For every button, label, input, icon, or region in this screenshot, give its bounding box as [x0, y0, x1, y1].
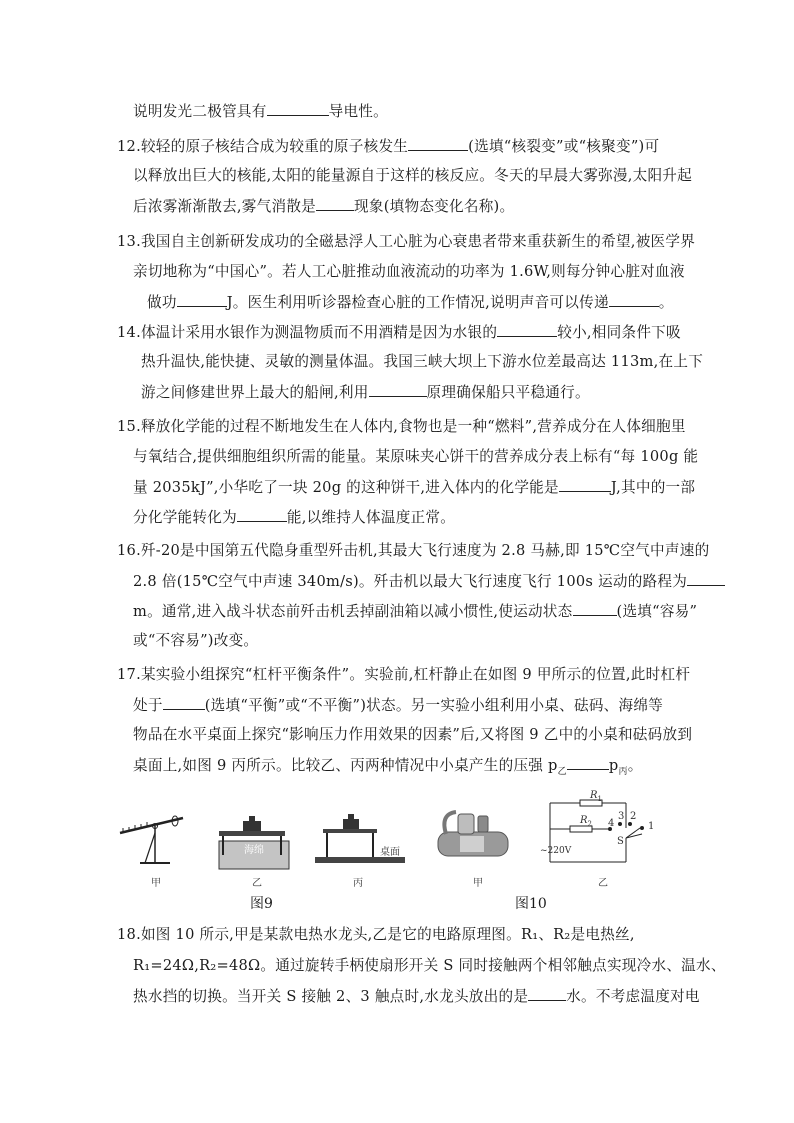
- contact-2-label: 2: [630, 811, 637, 822]
- q15-text: 能,以维持人体温度正常。: [286, 509, 456, 526]
- q13-text: 做功: [147, 294, 177, 311]
- switch-label: S: [617, 836, 624, 847]
- q14-text: 原理确保船只平稳通行。: [426, 384, 590, 401]
- q15-text: 量 2035kJ”,小华吃了一块 20g 的这种饼干,进入体内的化学能是: [133, 479, 559, 496]
- q13-line1: 13.我国自主创新研发成功的全磁悬浮人工心脏为心衰患者带来重获新生的希望,被医学界: [117, 233, 696, 250]
- fig9-caption-b: 乙: [252, 878, 262, 889]
- q16-text: 2.8 倍(15℃空气中声速 340m/s)。歼击机以最大飞行速度飞行 100s 运动的路程为: [133, 573, 688, 590]
- fig9-caption-a: 甲: [151, 878, 161, 889]
- q18-line2: R₁=24Ω,R₂=48Ω。通过旋转手柄使扇形开关 S 同时接触两个相邻触点实现冷水、温水、: [133, 957, 726, 974]
- answer-blank[interactable]: [573, 601, 617, 616]
- answer-blank[interactable]: [567, 755, 609, 770]
- q17-text: (选填“平衡”或“不平衡”)状态。另一实验小组利用小桌、砝码、海绵等: [204, 697, 664, 714]
- q17-line1: 17.某实验小组探究“杠杆平衡条件”。实验前,杠杆静止在如图 9 甲所示的位置,此时杠杆: [117, 666, 691, 683]
- contact-1-label: 1: [648, 821, 655, 832]
- answer-blank[interactable]: [609, 292, 659, 307]
- q15-text: 分化学能转化为: [133, 509, 237, 526]
- r2-symbol: R: [580, 815, 588, 826]
- q12-line3: [133, 196, 514, 217]
- q14-line2: 热升温快,能快捷、灵敏的测量体温。我国三峡大坝上下游水位差最高达 113m,在上下: [141, 353, 704, 370]
- answer-blank[interactable]: [237, 507, 287, 522]
- faucet-drawing: [438, 812, 508, 856]
- q13-text: J。医生利用听诊器检查心脏的工作情况,说明声音可以传递: [226, 294, 609, 311]
- q16-line2: [133, 571, 725, 592]
- answer-blank[interactable]: [497, 322, 557, 337]
- r1-label: [590, 790, 602, 803]
- q16-line1: 16.歼-20是中国第五代隐身重型歼击机,其最大飞行速度为 2.8 马赫,即 15℃空气中声速的: [117, 542, 710, 559]
- q14-text: 14.体温计采用水银作为测温物质而不用酒精是因为水银的: [117, 324, 498, 341]
- q11-text: 导电性。: [328, 103, 388, 120]
- figure-10-title: 图10: [515, 896, 547, 912]
- q11-line1: [133, 101, 388, 122]
- voltage-label: ~220V: [540, 846, 572, 856]
- lever-drawing: [120, 816, 183, 863]
- answer-blank[interactable]: [267, 101, 329, 116]
- q11-text: 说明发光二极管具有: [133, 103, 267, 120]
- q12-line1: [117, 136, 659, 157]
- subscript: 丙: [618, 766, 628, 777]
- answer-blank[interactable]: [369, 382, 427, 397]
- q14-line3: [141, 382, 590, 403]
- answer-blank[interactable]: [408, 136, 468, 151]
- q18-line3: [133, 986, 700, 1007]
- q17-text: 。: [627, 757, 643, 774]
- figure-9-title: 图9: [250, 896, 273, 912]
- r1-subscript: 1: [597, 795, 602, 803]
- q17-text: 处于: [133, 697, 163, 714]
- fig9-caption-c: 丙: [353, 878, 363, 889]
- q13-text: 。: [658, 294, 674, 311]
- q15-line1: 15.释放化学能的过程不断地发生在人体内,食物也是一种“燃料”,营养成分在人体细胞里: [117, 418, 686, 435]
- q15-line3: [133, 477, 695, 498]
- figure-10-drawings: [430, 790, 660, 880]
- fig10-caption-b: 乙: [598, 878, 608, 889]
- answer-blank[interactable]: [177, 292, 227, 307]
- q14-text: 较小,相同条件下吸: [557, 324, 681, 341]
- q18-line1: 18.如图 10 所示,甲是某款电热水龙头,乙是它的电路原理图。R₁、R₂是电热丝,: [117, 926, 635, 943]
- contact-4-label: 4: [608, 818, 615, 829]
- desk-label: 桌面: [380, 847, 400, 858]
- q12-text: 12.较轻的原子核结合成为较重的原子核发生: [117, 138, 409, 155]
- q16-text: m。通常,进入战斗状态前歼击机丢掉副油箱以减小惯性,使运动状态: [133, 603, 573, 620]
- q12-text: 后浓雾渐渐散去,雾气消散是: [133, 198, 317, 215]
- answer-blank[interactable]: [687, 571, 725, 586]
- q13-line3: [147, 292, 674, 313]
- q14-line1: [117, 322, 681, 343]
- q16-line4: 或“不容易”)改变。: [133, 632, 259, 649]
- fig10-caption-a: 甲: [473, 878, 483, 889]
- q17-line3: 物品在水平桌面上探究“影响压力作用效果的因素”后,又将图 9 乙中的小桌和砝码放到: [133, 726, 693, 743]
- q17-text: p: [608, 757, 619, 774]
- q15-line4: [133, 507, 455, 528]
- q12-text: 现象(填物态变化名称)。: [354, 198, 515, 215]
- q15-line2: 与氧结合,提供细胞组织所需的能量。某原味夹心饼干的营养成分表上标有“每 100g 能: [133, 448, 699, 465]
- q13-line2: 亲切地称为“中国心”。若人工心脏推动血液流动的功率为 1.6W,则每分钟心脏对血液: [133, 263, 685, 280]
- r2-label: [580, 815, 592, 828]
- subscript: 乙: [557, 766, 567, 777]
- q16-line3: [133, 601, 697, 622]
- r2-subscript: 2: [587, 820, 592, 828]
- r1-symbol: R: [590, 790, 598, 801]
- figure-9-drawings: [115, 805, 415, 885]
- q18-text: 热水挡的切换。当开关 S 接触 2、3 触点时,水龙头放出的是: [133, 988, 529, 1005]
- contact-3-label: 3: [618, 811, 625, 822]
- q14-text: 游之间修建世界上最大的船闸,利用: [141, 384, 369, 401]
- q16-text: (选填“容易”: [616, 603, 698, 620]
- q18-text: 水。不考虑温度对电: [566, 988, 700, 1005]
- answer-blank[interactable]: [316, 196, 354, 211]
- q12-line2: 以释放出巨大的核能,太阳的能量源自于这样的核反应。冬天的早晨大雾弥漫,太阳升起: [133, 167, 692, 184]
- q17-line4: [133, 755, 643, 782]
- q17-text: 桌面上,如图 9 丙所示。比较乙、丙两种情况中小桌产生的压强 p: [133, 757, 558, 774]
- q15-text: J,其中的一部: [610, 479, 696, 496]
- sponge-label: 海绵: [244, 845, 264, 856]
- answer-blank[interactable]: [163, 695, 205, 710]
- answer-blank[interactable]: [528, 986, 566, 1001]
- q17-line2: [133, 695, 663, 716]
- answer-blank[interactable]: [559, 477, 611, 492]
- q12-text: (选填“核裂变”或“核聚变”)可: [468, 138, 660, 155]
